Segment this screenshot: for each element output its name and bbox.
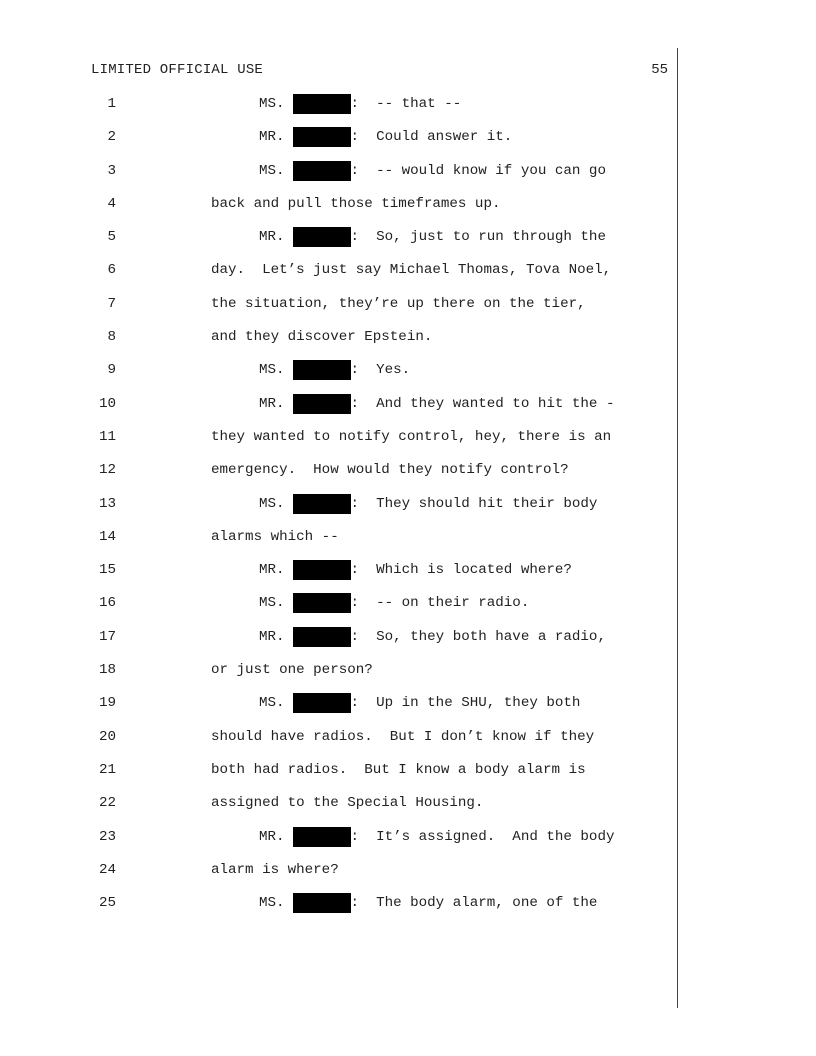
transcript-line xyxy=(0,427,816,460)
line-text xyxy=(259,360,410,380)
line-number: 2 xyxy=(107,129,116,146)
line-text xyxy=(259,593,529,613)
transcript-line xyxy=(0,394,816,427)
redaction-box xyxy=(293,593,351,613)
line-text xyxy=(211,727,594,747)
line-text xyxy=(259,560,572,580)
line-number: 18 xyxy=(98,662,116,679)
transcript-line xyxy=(0,127,816,160)
transcript-line xyxy=(0,494,816,527)
line-text xyxy=(259,627,606,647)
line-number: 15 xyxy=(98,562,116,579)
line-number: 13 xyxy=(98,495,116,512)
transcript-line xyxy=(0,327,816,360)
line-speech: : -- would know if you can go xyxy=(350,162,606,179)
line-number: 17 xyxy=(98,628,116,645)
line-speech: : -- on their radio. xyxy=(350,595,530,612)
line-text xyxy=(259,893,597,913)
line-text xyxy=(259,827,614,847)
transcript-line xyxy=(0,360,816,393)
transcript-lines xyxy=(0,94,816,926)
transcript-line xyxy=(0,593,816,626)
line-speech: : -- that -- xyxy=(350,96,462,112)
transcript-line xyxy=(0,693,816,726)
transcript-line xyxy=(0,194,816,227)
line-text xyxy=(211,793,483,813)
line-number: 8 xyxy=(107,329,116,346)
line-text xyxy=(259,161,606,181)
speaker-title: MR. xyxy=(259,562,285,579)
redaction-box xyxy=(293,693,351,713)
line-speech: : It’s assigned. And the body xyxy=(350,828,615,845)
transcript-line xyxy=(0,460,816,493)
page-number: 55 xyxy=(651,62,668,78)
speaker-title: MS. xyxy=(259,695,285,712)
transcript-line xyxy=(0,893,816,926)
line-speech: emergency. How would they notify control? xyxy=(211,462,569,479)
line-speech: : Could answer it. xyxy=(350,129,513,146)
line-speech: should have radios. But I don’t know if they xyxy=(211,728,595,745)
line-text xyxy=(211,427,611,447)
line-text xyxy=(259,94,461,114)
line-number: 14 xyxy=(98,528,116,545)
line-number: 6 xyxy=(107,262,116,279)
line-number: 4 xyxy=(107,195,116,212)
line-number: 3 xyxy=(107,162,116,179)
line-number: 11 xyxy=(98,428,116,445)
speaker-title: MS. xyxy=(259,495,285,512)
transcript-line xyxy=(0,161,816,194)
transcript-line xyxy=(0,260,816,293)
redaction-box xyxy=(293,161,351,181)
transcript-line xyxy=(0,627,816,660)
redaction-box xyxy=(293,127,351,147)
line-number: 25 xyxy=(98,895,116,912)
line-text xyxy=(211,860,339,880)
line-number: 7 xyxy=(107,295,116,312)
speaker-title: MR. xyxy=(259,395,285,412)
transcript-line xyxy=(0,827,816,860)
speaker-title: MS. xyxy=(259,96,285,112)
transcript-line xyxy=(0,227,816,260)
redaction-box xyxy=(293,494,351,514)
line-text xyxy=(211,327,432,347)
line-number: 21 xyxy=(98,761,116,778)
speaker-title: MS. xyxy=(259,595,285,612)
line-number: 12 xyxy=(98,462,116,479)
line-speech: : Yes. xyxy=(350,362,411,379)
line-number: 10 xyxy=(98,395,116,412)
transcript-line xyxy=(0,793,816,826)
redaction-box xyxy=(293,360,351,380)
line-speech: : Which is located where? xyxy=(350,562,572,579)
line-text xyxy=(211,760,586,780)
line-number: 9 xyxy=(107,362,116,379)
transcript-line xyxy=(0,727,816,760)
line-speech: assigned to the Special Housing. xyxy=(211,795,484,812)
transcript-line xyxy=(0,527,816,560)
line-speech: and they discover Epstein. xyxy=(211,329,433,346)
line-number: 5 xyxy=(107,229,116,246)
line-text xyxy=(259,494,597,514)
line-number: 20 xyxy=(98,728,116,745)
transcript-line xyxy=(0,294,816,327)
line-speech: : Up in the SHU, they both xyxy=(350,695,581,712)
redaction-box xyxy=(293,893,351,913)
line-speech: alarm is where? xyxy=(211,861,339,878)
line-number: 22 xyxy=(98,795,116,812)
transcript-line xyxy=(0,860,816,893)
line-text xyxy=(211,260,611,280)
redaction-box xyxy=(293,627,351,647)
transcript-line xyxy=(0,760,816,793)
line-text xyxy=(259,127,512,147)
speaker-title: MS. xyxy=(259,895,285,912)
line-text xyxy=(259,693,580,713)
transcript-line xyxy=(0,560,816,593)
line-number: 1 xyxy=(107,96,116,112)
line-speech: the situation, they’re up there on the tier, xyxy=(211,295,586,312)
speaker-title: MR. xyxy=(259,628,285,645)
line-number: 23 xyxy=(98,828,116,845)
line-speech: : So, just to run through the xyxy=(350,229,606,246)
speaker-title: MS. xyxy=(259,162,285,179)
redaction-box xyxy=(293,227,351,247)
line-number: 19 xyxy=(98,695,116,712)
line-text xyxy=(211,660,373,680)
line-text xyxy=(211,460,569,480)
line-speech: : The body alarm, one of the xyxy=(350,895,598,912)
line-text xyxy=(211,527,339,547)
line-speech: : They should hit their body xyxy=(350,495,598,512)
redaction-box xyxy=(293,827,351,847)
line-text xyxy=(211,194,500,214)
line-speech: : So, they both have a radio, xyxy=(350,628,606,645)
redaction-box xyxy=(293,94,351,114)
line-speech: back and pull those timeframes up. xyxy=(211,195,501,212)
line-speech: they wanted to notify control, hey, there is an xyxy=(211,428,612,445)
transcript-line xyxy=(0,660,816,693)
line-speech: day. Let’s just say Michael Thomas, Tova Noel, xyxy=(211,262,612,279)
speaker-title: MS. xyxy=(259,362,285,379)
speaker-title: MR. xyxy=(259,828,285,845)
line-number: 16 xyxy=(98,595,116,612)
classification-header: LIMITED OFFICIAL USE xyxy=(91,62,264,78)
line-speech: alarms which -- xyxy=(211,528,339,545)
transcript-line xyxy=(0,94,816,127)
line-number: 24 xyxy=(98,861,116,878)
redaction-box xyxy=(293,394,351,414)
redaction-box xyxy=(293,560,351,580)
line-speech: : And they wanted to hit the - xyxy=(350,395,615,412)
speaker-title: MR. xyxy=(259,229,285,246)
line-speech: both had radios. But I know a body alarm is xyxy=(211,761,586,778)
line-text xyxy=(211,294,586,314)
line-speech: or just one person? xyxy=(211,662,373,679)
line-text xyxy=(259,394,614,414)
speaker-title: MR. xyxy=(259,129,285,146)
line-text xyxy=(259,227,606,247)
